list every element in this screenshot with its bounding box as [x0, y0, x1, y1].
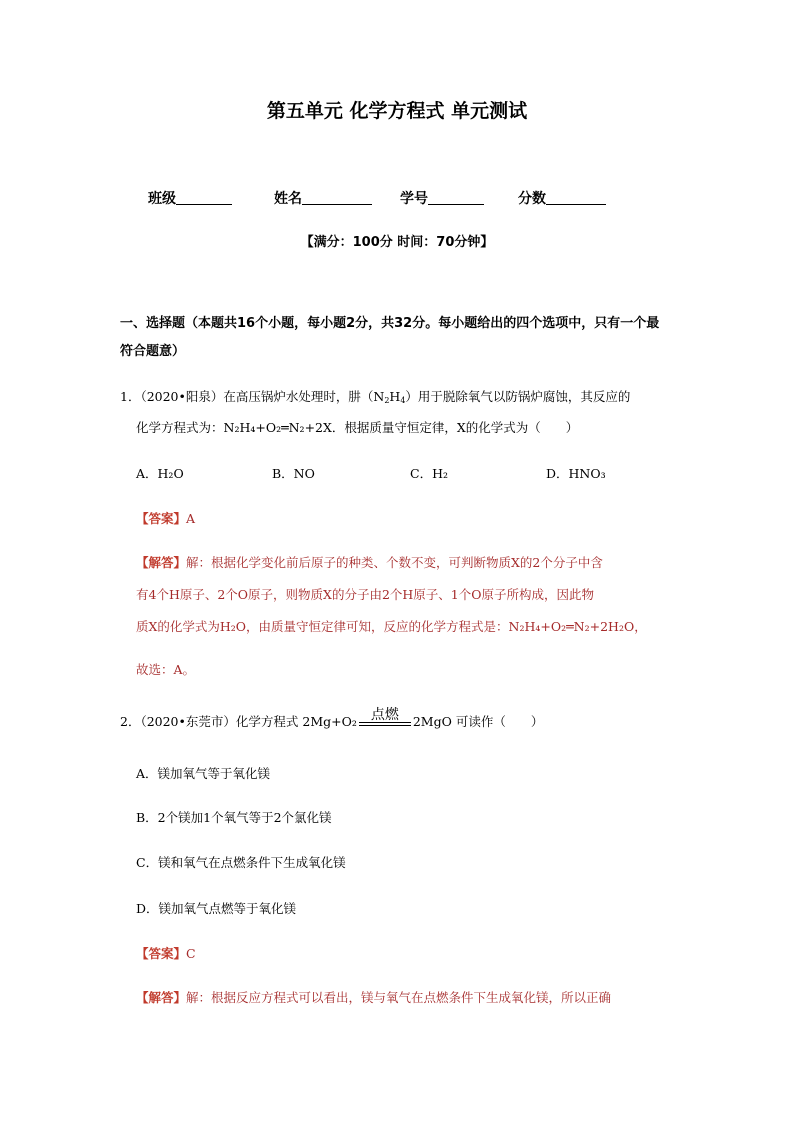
answer-tag: 【答案】: [136, 946, 187, 961]
analysis-tag: 【解答】: [136, 555, 187, 570]
q1-analysis-line3: 质X的化学式为H₂O，由质量守恒定律可知，反应的化学方程式是：N₂H₄+O₂═N₂+2H₂O，: [136, 619, 647, 634]
section-heading-line2: 符合题意）: [120, 344, 186, 359]
q2-option-c: C．镁和氧气在点燃条件下生成氧化镁: [136, 855, 346, 870]
name-label: 姓名: [274, 191, 302, 207]
q1-answer: [136, 509, 195, 527]
answer-value: A: [186, 511, 196, 526]
q1-analysis-line1: 【解答】解：根据化学变化前后原子的种类、个数不变，可判断物质X的2个分子中含: [136, 555, 603, 570]
name-field: [274, 188, 372, 208]
q1-analysis-line2: 有4个H原子、2个O原子，则物质X的分子由2个H原子、1个O原子所构成，因此物: [136, 587, 595, 602]
reaction-condition: 点燃: [370, 707, 399, 723]
q2-option-b: B．2个镁加1个氧气等于2个氯化镁: [136, 810, 332, 825]
class-field: [148, 188, 232, 208]
q1-option-b: B．NO: [272, 466, 315, 481]
student-id-field: [400, 188, 484, 208]
q1-stem-line1: 1．（2020•阳泉）在高压锅炉水处理时，肼$(N_2H_4)$用于脱除氧气以防锅炉腐蚀，其反应的: [120, 389, 631, 405]
q2-option-a: A．镁加氧气等于氧化镁: [136, 766, 271, 781]
q1-option-c: C．H₂: [410, 466, 448, 481]
q2-stem: 2．（2020•东莞市）化学方程式 2Mg+O₂ 点燃 2MgO 可读作（ ）: [120, 710, 543, 730]
score-label: 分数: [518, 191, 546, 207]
class-label: 班级: [148, 191, 176, 207]
score-blank: [546, 190, 606, 205]
answer-value: C: [186, 946, 196, 961]
q1-stem-line2: 化学方程式为：N₂H₄+O₂═N₂+2X．根据质量守恒定律，X的化学式为（ ）: [136, 420, 579, 435]
student-id-blank: [428, 190, 484, 205]
score-field: [518, 188, 606, 208]
analysis-tag: 【解答】: [136, 990, 187, 1005]
class-blank: [176, 190, 232, 205]
student-id-label: 学号: [400, 191, 428, 207]
page-title: 第五单元 化学方程式 单元测试: [266, 100, 528, 122]
answer-tag: 【答案】: [136, 511, 187, 526]
name-blank: [302, 190, 372, 205]
exam-meta: 【满分：100分 时间：70分钟】: [300, 235, 494, 250]
reaction-arrow: [357, 707, 413, 730]
q1-option-a: A．H₂O: [136, 466, 184, 481]
q1-analysis-line4: 故选：A。: [136, 662, 196, 677]
q2-option-d: D．镁加氧气点燃等于氧化镁: [136, 901, 297, 916]
section-heading-line1: 一、选择题（本题共16个小题，每小题2分，共32分。每小题给出的四个选项中，只有一个最: [120, 316, 660, 331]
q2-answer: [136, 944, 196, 962]
q2-analysis-line1: 【解答】解：根据反应方程式可以看出，镁与氧气在点燃条件下生成氧化镁，所以正确: [136, 990, 612, 1005]
q1-option-d: D．HNO₃: [546, 466, 606, 481]
